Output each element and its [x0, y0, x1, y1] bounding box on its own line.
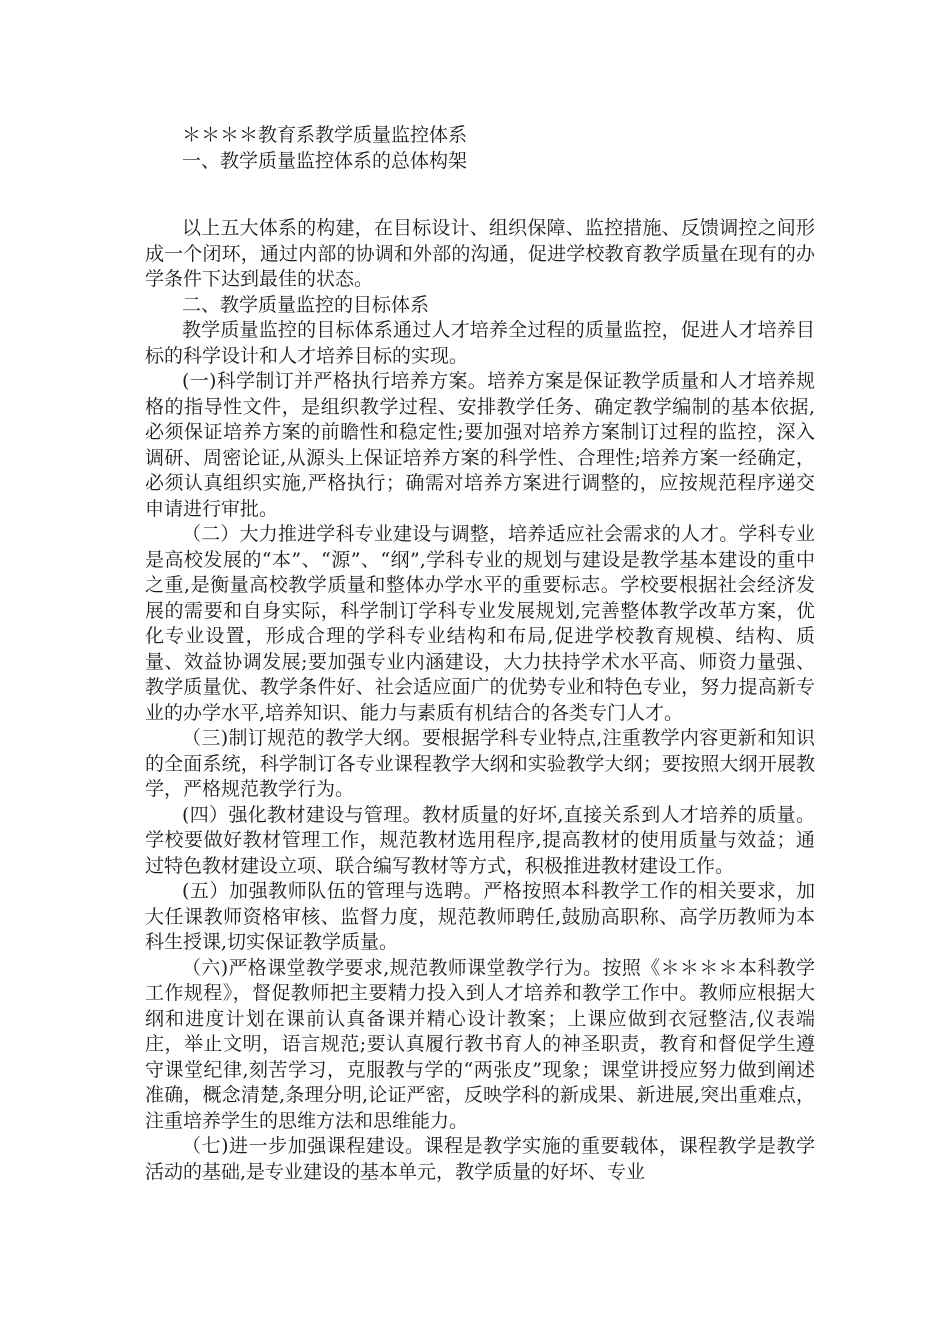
- blank-space: [145, 174, 815, 216]
- document-body: [145, 123, 815, 1185]
- paragraph-item-1: (一)科学制订并严格执行培养方案。培养方案是保证教学质量和人才培养规格的指导性文件，是组织教学过程、安排教学任务、确定教学编制的基本依据,必须保证培养方案的前瞻性和稳定性;要加强对培养方案制订过程的监控，深入调研、周密论证,从源头上保证培养方案的科学性、合理性;培养方案一经确定，必须认真组织实施,严格执行；确需对培养方案进行调整的，应按规范程序递交申请进行审批。: [145, 370, 815, 520]
- paragraph-item-6: （六)严格课堂教学要求,规范教师课堂教学行为。按照《＊＊＊＊本科教学工作规程》，督促教师把主要精力投入到人才培养和教学工作中。教师应根据大纲和进度计划在课前认真备课并精心设计教案；上课应做到衣冠整洁,仪表端庄，举止文明，语言规范;要认真履行教书育人的神圣职责，教育和督促学生遵守课堂纪律,刻苦学习，克服教与学的“两张皮”现象；课堂讲授应努力做到阐述准确，概念清楚,条理分明,论证严密，反映学科的新成果、新进展,突出重难点，注重培养学生的思维方法和思维能力。: [145, 956, 815, 1132]
- paragraph-item-2: （二）大力推进学科专业建设与调整，培养适应社会需求的人才。学科专业是高校发展的“本”、“源”、“纲”,学科专业的规划与建设是教学基本建设的重中之重,是衡量高校教学质量和整体办学水平的重要标志。学校要根据社会经济发展的需要和自身实际，科学制订学科专业发展规划,完善整体教学改革方案，优化专业设置，形成合理的学科专业结构和布局,促进学校教育规模、结构、质量、效益协调发展;要加强专业内涵建设，大力扶持学术水平高、师资力量强、教学质量优、教学条件好、社会适应面广的优势专业和特色专业，努力提高新专业的办学水平,培养知识、能力与素质有机结合的各类专门人才。: [145, 523, 815, 724]
- paragraph-item-3: （三)制订规范的教学大纲。要根据学科专业特点,注重教学内容更新和知识的全面系统，科学制订各专业课程教学大纲和实验教学大纲；要按照大纲开展教学，严格规范教学行为。: [145, 727, 815, 800]
- paragraph-item-5: (五）加强教师队伍的管理与选聘。严格按照本科教学工作的相关要求，加大任课教师资格审核、监督力度，规范教师聘任,鼓励高职称、高学历教师为本科生授课,切实保证教学质量。: [145, 880, 815, 953]
- paragraph-target-system: 教学质量监控的目标体系通过人才培养全过程的质量监控，促进人才培养目标的科学设计和人才培养目标的实现。: [145, 319, 815, 367]
- section-heading-2: 二、教学质量监控的目标体系: [182, 293, 430, 316]
- paragraph-item-7: （七)进一步加强课程建设。课程是教学实施的重要载体，课程教学是教学活动的基础,是专业建设的基本单元，教学质量的好坏、专业: [145, 1135, 815, 1183]
- section-heading-1: 一、教学质量监控体系的总体构架: [182, 149, 468, 172]
- document-title: ＊＊＊＊教育系教学质量监控体系: [182, 124, 468, 146]
- paragraph-item-4: (四）强化教材建设与管理。教材质量的好坏,直接关系到人才培养的质量。学校要做好教材管理工作，规范教材选用程序,提高教材的使用质量与效益；通过特色教材建设立项、联合编写教材等方式，积极推进教材建设工作。: [145, 803, 815, 877]
- paragraph-closed-loop: 以上五大体系的构建，在目标设计、组织保障、监控措施、反馈调控之间形成一个闭环，通过内部的协调和外部的沟通，促进学校教育教学质量在现有的办学条件下达到最佳的状态。: [145, 217, 815, 290]
